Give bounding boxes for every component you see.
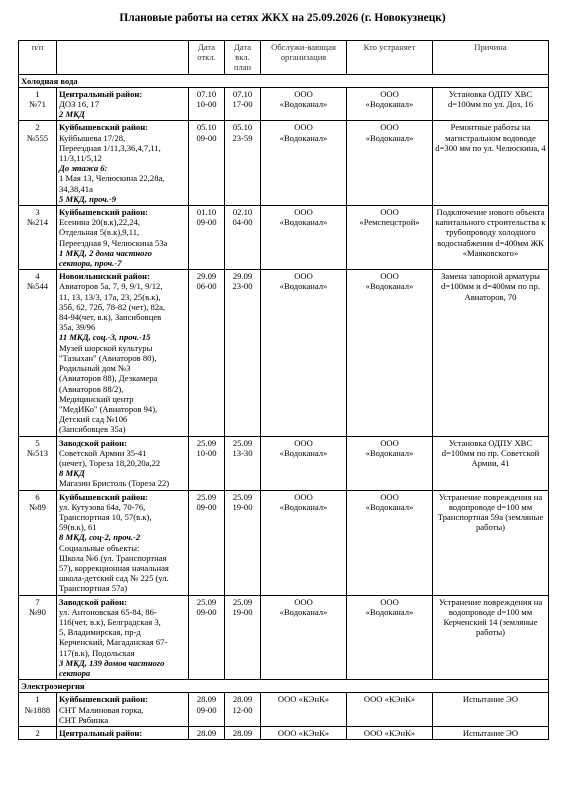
fixer-org-name: «Водоканал» — [365, 447, 414, 458]
date-on: 28.09 — [232, 694, 253, 705]
date-off: 25.09 — [196, 437, 217, 448]
time-off: 09-00 — [196, 704, 217, 715]
row-number: 7 — [35, 596, 40, 607]
service-org: ООО — [294, 271, 313, 282]
address-cell — [57, 121, 189, 206]
address-line: 11, 13, 13/3, 17а, 23, 25(в.к), — [59, 291, 161, 302]
fixer-org: ООО — [380, 271, 399, 282]
address-line: ул. Антоновская 65-84, 86- — [59, 606, 157, 617]
date-on: 25.09 — [232, 437, 253, 448]
request-id: №555 — [26, 132, 49, 143]
time-on: 23-00 — [232, 281, 253, 292]
time-off: 09-00 — [196, 606, 217, 617]
row-number: 4 — [35, 271, 40, 282]
fixer-org: ООО «КЭнК» — [363, 728, 416, 738]
date-on: 02.10 — [232, 207, 253, 218]
service-org-cell — [261, 270, 347, 436]
table-row — [19, 121, 549, 206]
date-on-cell — [225, 436, 261, 490]
time-on: 13-30 — [232, 447, 253, 458]
date-on-cell — [225, 206, 261, 270]
reason-cell: Испытание ЭО — [433, 727, 549, 740]
date-on-cell — [225, 490, 261, 595]
address-line: школа-детский сад № 225 (ул. — [59, 573, 169, 584]
row-number-cell — [19, 270, 57, 436]
address-line: Магазин Бристоль (Тореза 22) — [59, 478, 170, 489]
row-number: 2 — [35, 728, 40, 738]
service-org: ООО «КЭнК» — [277, 728, 330, 738]
date-off: 25.09 — [196, 596, 217, 607]
table-row — [19, 595, 549, 680]
row-number: 1 — [35, 88, 40, 99]
address-line: Школа №6 (ул. Транспортная — [59, 552, 167, 563]
address-cell — [57, 270, 189, 436]
district-name: Куйбышевский район: — [59, 122, 149, 133]
time-on: 04-00 — [232, 217, 253, 228]
time-on: 17-00 — [232, 99, 253, 110]
address-line: 84-94(чет, в.к), Запсибовцев — [59, 312, 162, 323]
date-on: 29.09 — [232, 271, 253, 282]
time-on: 23-59 — [232, 132, 253, 143]
header-reason: Причина — [433, 41, 549, 75]
address-line: 34,38,41а — [59, 183, 93, 194]
date-off: 07.10 — [196, 88, 217, 99]
date-on: 05.10 — [232, 122, 253, 133]
address-cell — [57, 727, 189, 740]
address-line: Социальные объекты: — [59, 542, 140, 553]
address-line: 35б, 62, 72б, 78-82 (чет), 82а, — [59, 301, 166, 312]
date-off-cell — [189, 121, 225, 206]
request-id: №1888 — [24, 704, 51, 715]
date-off: 29.09 — [196, 271, 217, 282]
address-line: 8 МКД — [59, 468, 85, 479]
row-number-cell — [19, 595, 57, 680]
service-org-cell — [261, 87, 347, 121]
row-number-cell — [19, 206, 57, 270]
reason-cell: Устранение повреждения на водопроводе d=100 мм Керченский 14 (земляные работы) — [433, 595, 549, 680]
fixer-cell — [347, 121, 433, 206]
reason-cell: Подключение нового объекта капитального строительства к трубопроводу холодного водоснабжения d=400мм ЖК «Маяковского» — [433, 206, 549, 270]
reason-cell: Испытание ЭО — [433, 693, 549, 727]
service-org: ООО — [294, 207, 313, 218]
fixer-cell — [347, 87, 433, 121]
section-row — [19, 680, 549, 693]
time-off: 06-00 — [196, 281, 217, 292]
table-header-row — [19, 41, 549, 75]
row-number: 5 — [35, 437, 40, 448]
row-number: 2 — [35, 122, 40, 133]
row-number-cell — [19, 87, 57, 121]
service-org-name: «Водоканал» — [279, 447, 328, 458]
table-row — [19, 206, 549, 270]
date-off-cell — [189, 206, 225, 270]
address-line: 1 Мая 13, Челюскина 22,28а, — [59, 173, 165, 184]
works-table — [18, 40, 549, 740]
request-id: №214 — [26, 217, 49, 228]
time-on: 19-00 — [232, 501, 253, 512]
time-off: 10-00 — [196, 447, 217, 458]
address-line: Родильный дом №3 — [59, 363, 131, 374]
service-org-name: «Водоканал» — [279, 606, 328, 617]
address-line: 59(в.к), 61 — [59, 522, 97, 533]
address-line: ДОЗ 16, 17 — [59, 99, 100, 110]
address-cell — [57, 693, 189, 727]
address-cell — [57, 206, 189, 270]
header-service-org: Обслужи-вающая организация — [261, 41, 347, 75]
date-on-cell — [225, 87, 261, 121]
address-line: Медицинский центр — [59, 393, 134, 404]
address-line: (Авиаторов 88/2), — [59, 383, 124, 394]
address-cell — [57, 595, 189, 680]
header-num: п/п — [19, 41, 57, 75]
address-cell — [57, 436, 189, 490]
date-off-cell — [189, 595, 225, 680]
address-line: 5, Владимирская, пр-д — [59, 627, 141, 638]
fixer-org-name: «Водоканал» — [365, 606, 414, 617]
reason-cell: Замена запорной арматуры d=100мм и d=400мм по пр. Авиаторов, 70 — [433, 270, 549, 436]
fixer-org-name: «Водоканал» — [365, 281, 414, 292]
table-row — [19, 87, 549, 121]
address-line: СНТ Рябинка — [59, 714, 109, 725]
district-name: Заводской район: — [59, 437, 127, 448]
date-off-cell — [189, 490, 225, 595]
fixer-cell — [347, 727, 433, 740]
fixer-org: ООО — [380, 207, 399, 218]
date-off: 25.09 — [196, 491, 217, 502]
date-off-cell — [189, 436, 225, 490]
fixer-cell — [347, 693, 433, 727]
row-number-cell — [19, 121, 57, 206]
address-line: сектора — [59, 667, 91, 678]
address-line: 1 МКД, 2 дома частного — [59, 247, 152, 258]
address-line: Авиаторов 5а, 7, 9, 9/1, 9/12, — [59, 281, 163, 292]
table-row — [19, 490, 549, 595]
fixer-cell — [347, 270, 433, 436]
date-on-cell — [225, 693, 261, 727]
time-off: 09-00 — [196, 501, 217, 512]
address-line: Музей шорской культуры — [59, 342, 153, 353]
reason-cell: Установка ОДПУ ХВС d=100мм по ул. Доз, 16 — [433, 87, 549, 121]
address-line: 35а, 39/96 — [59, 322, 96, 333]
header-address — [57, 41, 189, 75]
service-org-cell — [261, 436, 347, 490]
address-line: 3 МКД, 139 домов частного — [59, 657, 165, 668]
address-line: 11 МКД, соц.-3, проч.-15 — [59, 332, 151, 343]
address-line: 11/3,11/5,12 — [59, 153, 102, 164]
request-id: №89 — [29, 501, 46, 512]
fixer-org: ООО «КЭнК» — [363, 694, 416, 705]
service-org-cell — [261, 206, 347, 270]
service-org-cell — [261, 727, 347, 740]
table-body — [19, 74, 549, 740]
section-row — [19, 74, 549, 87]
address-cell — [57, 87, 189, 121]
request-id: №513 — [26, 447, 49, 458]
date-on-cell — [225, 595, 261, 680]
fixer-org: ООО — [380, 88, 399, 99]
address-line: 117(в.к), Подольская — [59, 647, 135, 658]
address-line: 5 МКД, проч.-9 — [59, 193, 117, 204]
time-on: 19-00 — [232, 606, 253, 617]
service-org-name: «Водоканал» — [279, 132, 328, 143]
fixer-org-name: «Водоканал» — [365, 99, 414, 110]
service-org: ООО — [294, 491, 313, 502]
header-date-on: Дата вкл. план — [225, 41, 261, 75]
date-off-cell — [189, 727, 225, 740]
date-off-cell — [189, 270, 225, 436]
request-id: №71 — [29, 99, 46, 110]
fixer-org-name: «Водоканал» — [365, 132, 414, 143]
service-org-cell — [261, 693, 347, 727]
fixer-org: ООО — [380, 596, 399, 607]
address-line: Детский сад №106 — [59, 414, 128, 425]
service-org-name: «Водоканал» — [279, 501, 328, 512]
fixer-org-name: «Водоканал» — [365, 501, 414, 512]
date-on-cell — [225, 727, 261, 740]
address-line: ул. Кутузова 64а, 70-76, — [59, 501, 146, 512]
table-row — [19, 727, 549, 740]
section-title: Холодная вода — [19, 74, 549, 87]
address-line: Куйбышева 17/28, — [59, 132, 126, 143]
service-org-cell — [261, 595, 347, 680]
address-line: 2 МКД — [59, 109, 85, 120]
address-line: 57), коррекционная начальная — [59, 562, 169, 573]
reason-cell: Ремонтные работы на магистральном водоводе d=300 мм по ул. Челюскина, 4 — [433, 121, 549, 206]
row-number: 6 — [35, 491, 40, 502]
date-off: 01.10 — [196, 207, 217, 218]
date-on-cell — [225, 270, 261, 436]
page-title: Плановые работы на сетях ЖКХ на 25.09.2026 (г. Новокузнецк) — [119, 12, 446, 24]
time-on: 12-00 — [232, 704, 253, 715]
reason-cell: Установка ОДПУ ХВС d=100мм по пр. Советской Армии, 41 — [433, 436, 549, 490]
date-on-cell — [225, 121, 261, 206]
header-fixer: Кто устраняет — [347, 41, 433, 75]
section-title: Электроэнергия — [19, 680, 549, 693]
address-line: Есенина 20(в.к),22,24, — [59, 217, 141, 228]
district-name: Куйбышевский район: — [59, 491, 149, 502]
service-org-name: «Водоканал» — [279, 217, 328, 228]
service-org-cell — [261, 490, 347, 595]
fixer-org: ООО — [380, 437, 399, 448]
address-line: Переездная 9, Челюскина 53а — [59, 237, 168, 248]
fixer-org: ООО — [380, 491, 399, 502]
address-cell — [57, 490, 189, 595]
header-date-off: Дата откл. — [189, 41, 225, 75]
date-off-cell — [189, 87, 225, 121]
district-name: Куйбышевский район: — [59, 207, 149, 218]
fixer-cell — [347, 595, 433, 680]
reason-cell: Устранение повреждения на водопроводе d=100 мм Транспортная 59а (земляные работы) — [433, 490, 549, 595]
table-row — [19, 270, 549, 436]
table-row — [19, 693, 549, 727]
time-off: 10-00 — [196, 99, 217, 110]
request-id: №544 — [26, 281, 49, 292]
address-line: сектора, проч.-7 — [59, 258, 122, 269]
row-number-cell — [19, 490, 57, 595]
row-number-cell — [19, 693, 57, 727]
service-org-name: «Водоканал» — [279, 281, 328, 292]
address-line: Транспортная 57а) — [59, 583, 128, 594]
date-off: 28.09 — [196, 728, 217, 738]
fixer-org: ООО — [380, 122, 399, 133]
service-org: ООО — [294, 122, 313, 133]
address-line: (нечет), Тореза 18,20,20а,22 — [59, 457, 161, 468]
row-number-cell — [19, 436, 57, 490]
address-line: Переездная 1/11,3,36,4,7,11, — [59, 142, 161, 153]
district-name: Новоильинский район: — [59, 271, 150, 282]
service-org: ООО — [294, 437, 313, 448]
service-org-cell — [261, 121, 347, 206]
date-on: 25.09 — [232, 491, 253, 502]
fixer-org-name: «Ремспецстрой» — [359, 217, 420, 228]
district-name: Заводской район: — [59, 596, 127, 607]
date-off: 05.10 — [196, 122, 217, 133]
address-line: "Тазыхан" (Авиаторов 80), — [59, 352, 157, 363]
service-org: ООО — [294, 88, 313, 99]
address-line: СНТ Малиновая горка, — [59, 704, 144, 715]
table-row — [19, 436, 549, 490]
fixer-cell — [347, 436, 433, 490]
district-name: Центральный район: — [59, 88, 143, 99]
date-on: 07.10 — [232, 88, 253, 99]
service-org-name: «Водоканал» — [279, 99, 328, 110]
date-on: 28.09 — [232, 728, 253, 738]
address-line: Советской Армии 35-41 — [59, 447, 147, 458]
address-line: Керченский, Магаданская 67- — [59, 637, 168, 648]
fixer-cell — [347, 206, 433, 270]
row-number-cell — [19, 727, 57, 740]
address-line: До этажа 6: — [59, 163, 108, 174]
address-line: 116(чет, в.к), Белградская 3, — [59, 616, 161, 627]
address-line: Отдельная 5(в.к),9,11, — [59, 227, 140, 238]
time-off: 09-00 — [196, 217, 217, 228]
row-number: 3 — [35, 207, 40, 218]
fixer-cell — [347, 490, 433, 595]
request-id: №90 — [29, 606, 46, 617]
time-off: 09-00 — [196, 132, 217, 143]
district-name: Куйбышевский район: — [59, 694, 149, 705]
address-line: (Запсибовцев 35а) — [59, 424, 126, 435]
address-line: Транспортная 10, 57(в.к), — [59, 511, 152, 522]
date-off-cell — [189, 693, 225, 727]
district-name: Центральный район: — [59, 728, 143, 738]
address-line: 8 МКД, соц-2, проч.-2 — [59, 532, 141, 543]
date-off: 28.09 — [196, 694, 217, 705]
address-line: "МедИКо" (Авиаторов 94), — [59, 403, 158, 414]
date-on: 25.09 — [232, 596, 253, 607]
service-org: ООО — [294, 596, 313, 607]
service-org: ООО «КЭнК» — [277, 694, 330, 705]
address-line: (Авиаторов 88), Дезкамера — [59, 373, 158, 384]
row-number: 1 — [35, 694, 40, 705]
